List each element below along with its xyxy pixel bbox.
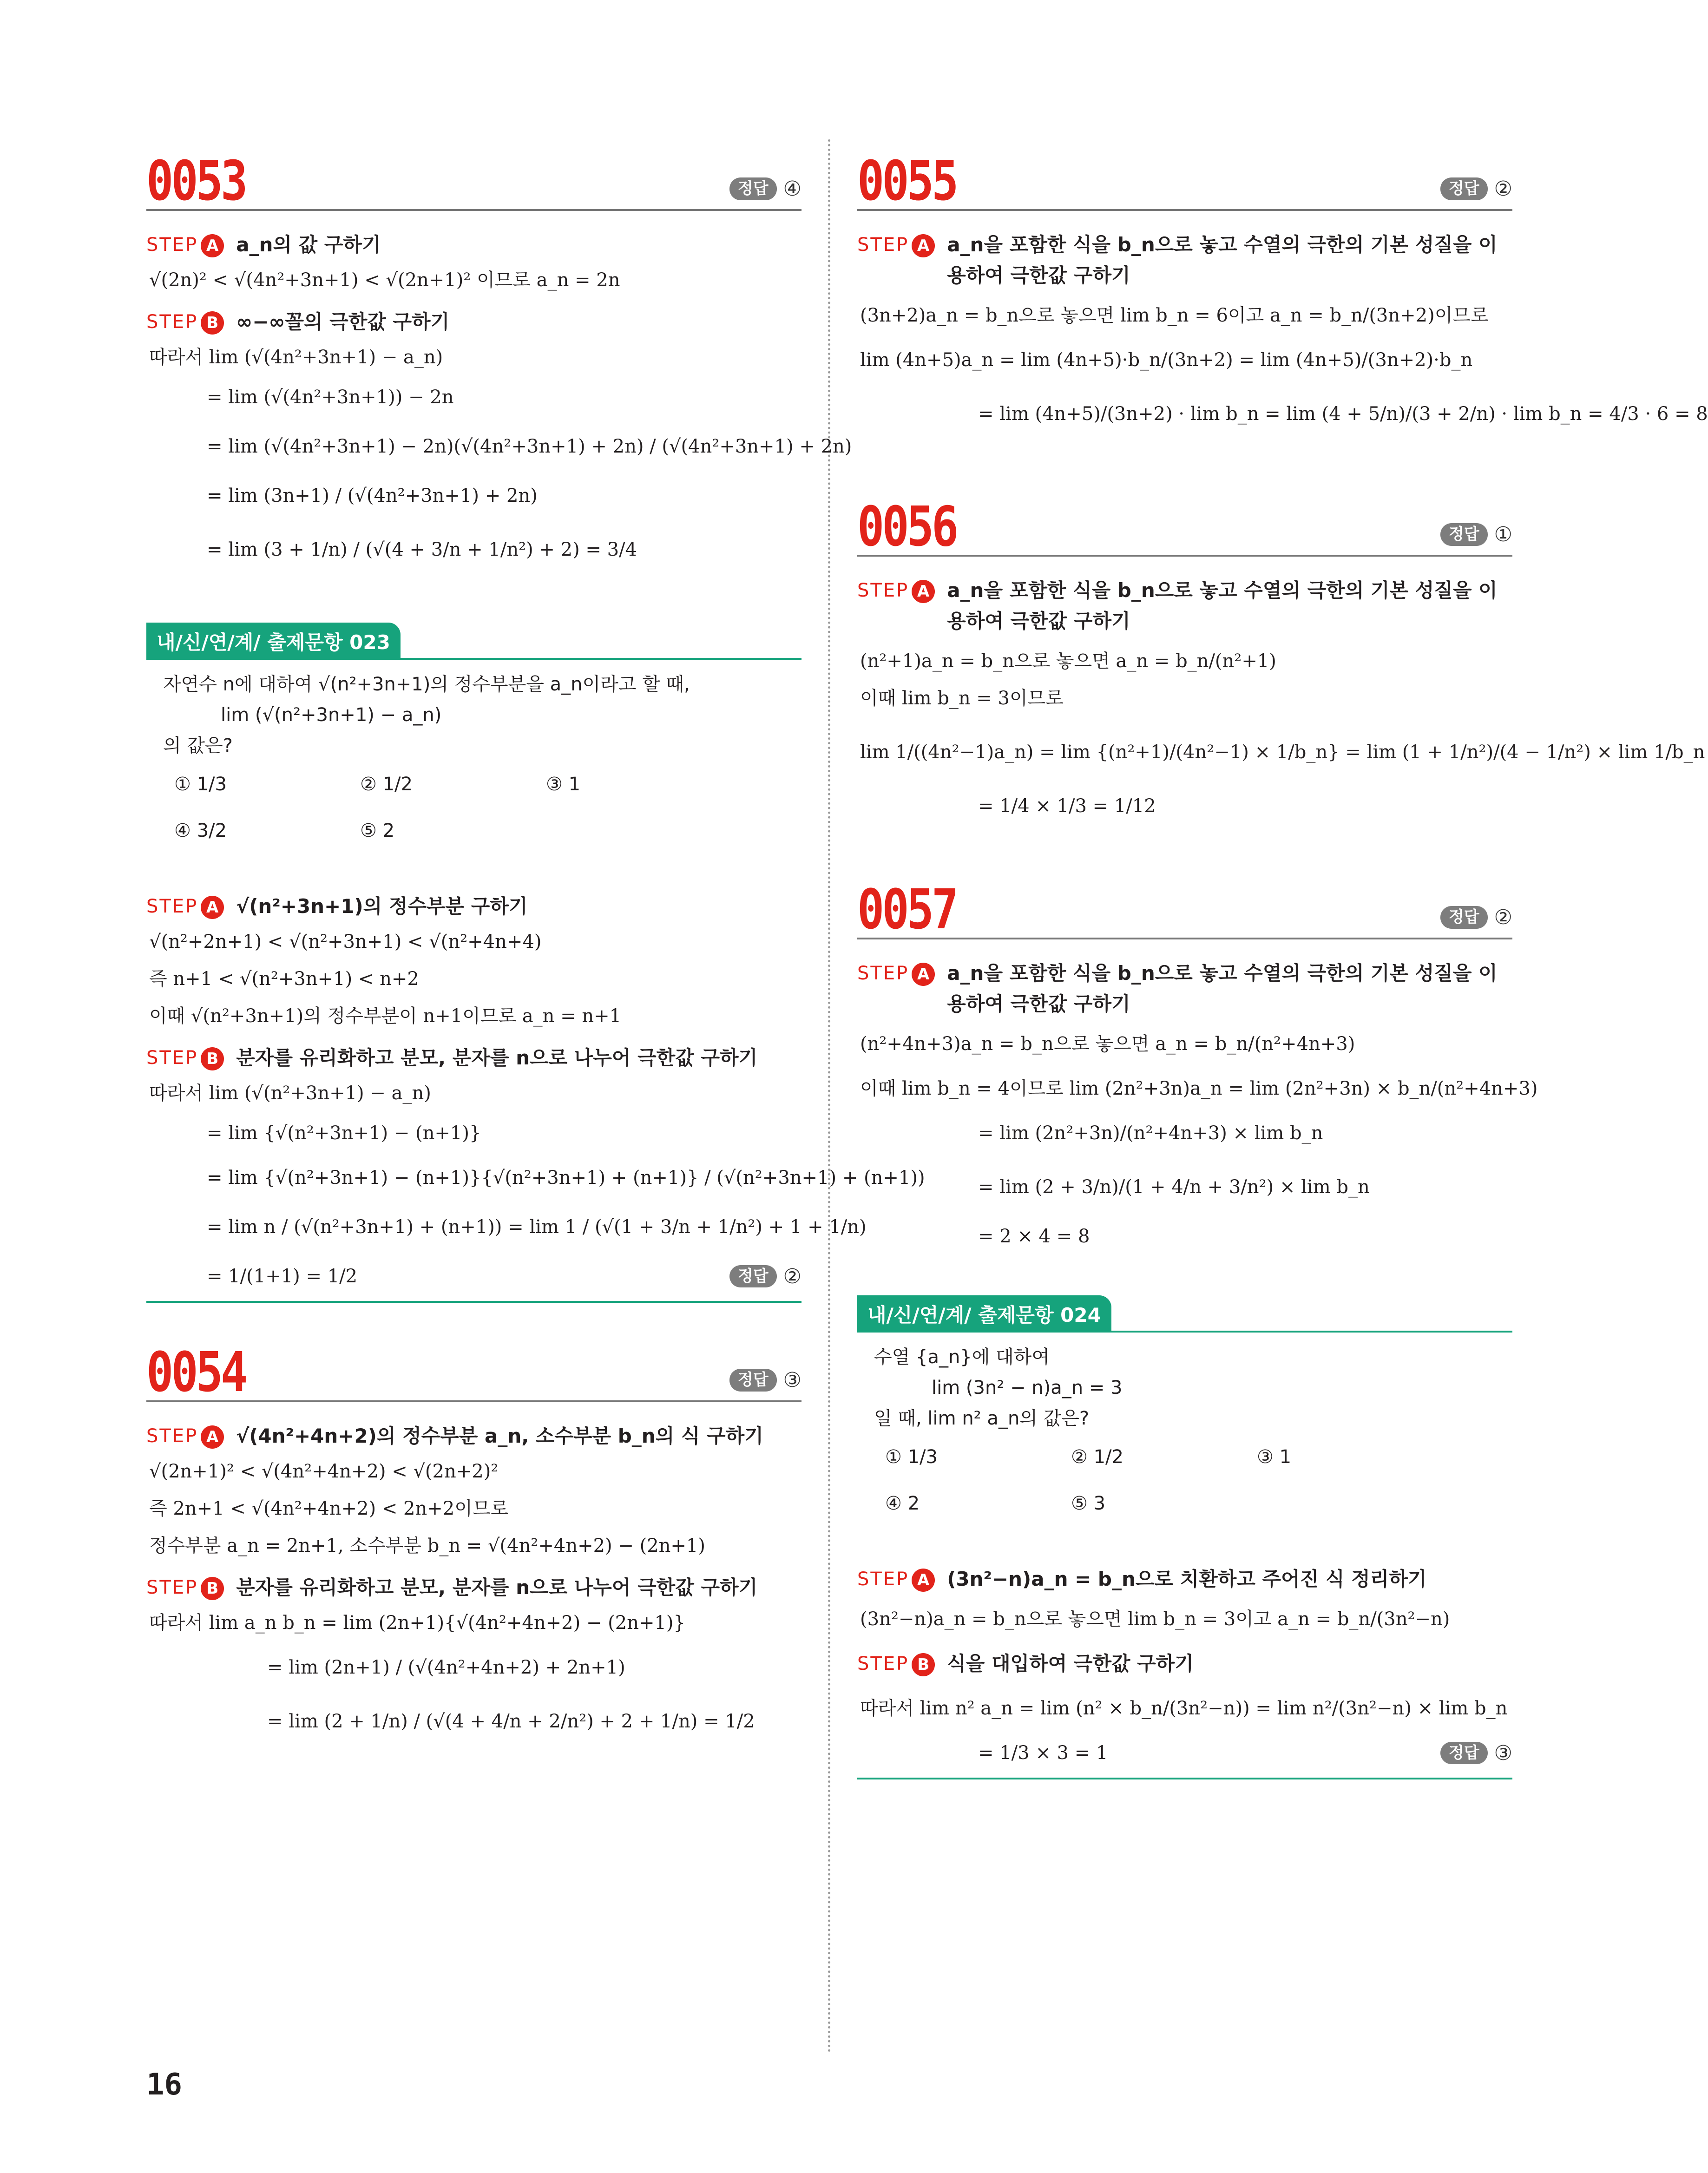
question-formula: lim (3n² − n)a_n = 3 xyxy=(932,1377,1123,1398)
solution-line: lim 1/((4n²−1)a_n) = lim {(n²+1)/(4n²−1) × 1/b_n} = lim (1 + 1/n²)/(4 − 1/n²) × lim 1/b_n xyxy=(860,742,1705,763)
question-line: 수열 {a_n}에 대하여 xyxy=(874,1346,1050,1368)
answer-badge: 정답 xyxy=(1440,1742,1488,1765)
problem-number: 0057 xyxy=(857,877,957,941)
choice-1: ① 1/3 xyxy=(174,774,227,795)
step-a xyxy=(857,1564,1512,1595)
answer-badge: 정답 xyxy=(729,1369,777,1392)
step-title: √(4n²+4n+2)의 정수부분 a_n, 소수부분 b_n의 식 구하기 xyxy=(236,1425,763,1447)
choice-5: ⑤ 2 xyxy=(360,820,395,841)
solution-line: = lim {√(n²+3n+1) − (n+1)}{√(n²+3n+1) + (n+1)} / (√(n²+3n+1) + (n+1)) xyxy=(207,1167,925,1188)
step-label: STEP A xyxy=(857,1564,935,1595)
problem-number: 0055 xyxy=(857,149,957,213)
solution-line: = lim (√(4n²+3n+1)) − 2n xyxy=(207,387,454,408)
solution-line: = lim {√(n²+3n+1) − (n+1)} xyxy=(207,1123,481,1144)
problem-header xyxy=(146,139,801,211)
step-title: a_n의 값 구하기 xyxy=(236,233,381,256)
solution-line: = lim (2n²+3n)/(n²+4n+3) × lim b_n xyxy=(978,1123,1323,1144)
solution-line: 따라서 lim a_n b_n = lim (2n+1){√(4n²+4n+2) − (2n+1)} xyxy=(149,1612,685,1634)
answer-box xyxy=(146,1261,801,1292)
answer-box xyxy=(857,1738,1512,1768)
step-a xyxy=(857,230,1512,291)
naesin-question xyxy=(146,660,801,863)
answer-value: ① xyxy=(1494,523,1512,546)
solution-line: = lim (√(4n²+3n+1) − 2n)(√(4n²+3n+1) + 2n) / (√(4n²+3n+1) + 2n) xyxy=(207,436,852,457)
solution-line: 따라서 lim (√(n²+3n+1) − a_n) xyxy=(149,1083,431,1104)
solution-line: 즉 2n+1 < √(4n²+4n+2) < 2n+2이므로 xyxy=(149,1498,509,1519)
step-title: a_n을 포함한 식을 b_n으로 놓고 수열의 극한의 기본 성질을 이용하여 극한값 구하기 xyxy=(947,579,1498,632)
answer-value: ② xyxy=(1494,177,1512,201)
answer-box xyxy=(1440,177,1512,201)
right-column xyxy=(857,139,1708,1779)
problem-header xyxy=(146,1331,801,1402)
choice-2: ② 1/2 xyxy=(360,774,413,795)
solution-line: = 2 × 4 = 8 xyxy=(978,1226,1090,1247)
step-label: STEP A xyxy=(857,575,935,606)
problem-header xyxy=(857,868,1512,939)
answer-box xyxy=(1440,523,1512,546)
problem-0056 xyxy=(857,485,1705,821)
step-title: ∞−∞꼴의 극한값 구하기 xyxy=(236,310,450,333)
solution-line: √(n²+2n+1) < √(n²+3n+1) < √(n²+4n+4) xyxy=(149,931,542,952)
step-title: a_n을 포함한 식을 b_n으로 놓고 수열의 극한의 기본 성질을 이용하여 극한값 구하기 xyxy=(947,962,1498,1015)
answer-value: ④ xyxy=(783,177,801,201)
choice-list xyxy=(160,761,788,854)
solution-line: (3n²−n)a_n = b_n으로 놓으면 lim b_n = 3이고 a_n = b_n/(3n²−n) xyxy=(860,1608,1450,1630)
question-line: 자연수 n에 대하여 √(n²+3n+1)의 정수부분을 a_n이라고 할 때, xyxy=(163,674,690,695)
solution-line: (n²+1)a_n = b_n으로 놓으면 a_n = b_n/(n²+1) xyxy=(860,650,1276,672)
answer-badge: 정답 xyxy=(1440,906,1488,929)
step-label: STEP B xyxy=(146,1043,224,1073)
solution-line: 정수부분 a_n = 2n+1, 소수부분 b_n = √(4n²+4n+2) − (2n+1) xyxy=(149,1535,705,1556)
problem-0054 xyxy=(146,1331,801,1737)
question-formula: lim (√(n²+3n+1) − a_n) xyxy=(221,704,442,726)
step-title: (3n²−n)a_n = b_n으로 치환하고 주어진 식 정리하기 xyxy=(947,1568,1427,1590)
problem-0057 xyxy=(857,868,1538,1252)
answer-box xyxy=(729,177,801,201)
naesin-bar xyxy=(146,616,801,660)
solution-line: = lim (3 + 1/n) / (√(4 + 3/n + 1/n²) + 2) = 3/4 xyxy=(207,539,637,560)
section-rule xyxy=(857,1778,1512,1779)
question-line: 의 값은? xyxy=(163,735,233,756)
step-title: 분자를 유리화하고 분모, 분자를 n으로 나누어 극한값 구하기 xyxy=(236,1576,758,1599)
naesin-bar xyxy=(857,1289,1512,1333)
choice-3: ③ 1 xyxy=(1257,1446,1292,1468)
naesin-024 xyxy=(857,1289,1512,1779)
solution-line: lim (4n+5)a_n = lim (4n+5)·b_n/(3n+2) = lim (4n+5)/(3n+2)·b_n xyxy=(860,349,1473,371)
problem-number: 0053 xyxy=(146,149,246,213)
step-label: STEP A xyxy=(146,230,224,260)
step-label: STEP B xyxy=(857,1648,935,1679)
answer-badge: 정답 xyxy=(729,177,777,200)
solution-line: 즉 n+1 < √(n²+3n+1) < n+2 xyxy=(149,968,419,990)
choice-5: ⑤ 3 xyxy=(1071,1493,1106,1514)
answer-badge: 정답 xyxy=(729,1265,777,1288)
problem-number: 0054 xyxy=(146,1340,246,1404)
solution-line: = 1/(1+1) = 1/2 xyxy=(207,1266,358,1287)
answer-box xyxy=(1440,906,1512,929)
answer-value: ③ xyxy=(1494,1741,1512,1765)
choice-4: ④ 3/2 xyxy=(174,820,227,841)
solution-line: = lim (2 + 3/n)/(1 + 4/n + 3/n²) × lim b_n xyxy=(978,1176,1370,1198)
choice-4: ④ 2 xyxy=(885,1493,920,1514)
step-title: a_n을 포함한 식을 b_n으로 놓고 수열의 극한의 기본 성질을 이용하여 극한값 구하기 xyxy=(947,233,1498,287)
naesin-question xyxy=(857,1333,1512,1536)
solution-line: (n²+4n+3)a_n = b_n으로 놓으면 a_n = b_n/(n²+4n+3) xyxy=(860,1033,1355,1055)
problem-number: 0056 xyxy=(857,494,957,558)
question-line: 일 때, lim n² a_n의 값은? xyxy=(874,1408,1090,1429)
answer-badge: 정답 xyxy=(1440,177,1488,200)
problem-header xyxy=(857,139,1512,211)
choice-2: ② 1/2 xyxy=(1071,1446,1123,1468)
section-rule xyxy=(146,1301,801,1303)
choice-1: ① 1/3 xyxy=(885,1446,938,1468)
answer-value: ② xyxy=(1494,906,1512,929)
solution-line: = 1/4 × 1/3 = 1/12 xyxy=(978,795,1156,817)
answer-value: ③ xyxy=(783,1368,801,1392)
solution-line: 따라서 lim n² a_n = lim (n² × b_n/(3n²−n)) = lim n²/(3n²−n) × lim b_n xyxy=(860,1698,1508,1719)
solution-line: √(2n)² < √(4n²+3n+1) < √(2n+1)² 이므로 a_n = 2n xyxy=(149,269,620,291)
answer-badge: 정답 xyxy=(1440,523,1488,546)
step-label: STEP A xyxy=(146,891,224,922)
solution-line: = lim (3n+1) / (√(4n²+3n+1) + 2n) xyxy=(207,485,538,506)
naesin-tag: 내/신/연/계/ 출제문항 023 xyxy=(146,623,401,660)
step-label: STEP A xyxy=(857,230,935,260)
problem-0053 xyxy=(146,139,852,565)
step-a xyxy=(146,891,801,922)
answer-value: ② xyxy=(783,1264,801,1288)
solution-line: = 1/3 × 3 = 1 xyxy=(978,1742,1108,1764)
solution-line: 이때 lim b_n = 4이므로 lim (2n²+3n)a_n = lim (2n²+3n) × b_n/(n²+4n+3) xyxy=(860,1078,1538,1099)
step-a xyxy=(146,1421,801,1451)
solution-line: (3n+2)a_n = b_n으로 놓으면 lim b_n = 6이고 a_n = b_n/(3n+2)이므로 xyxy=(860,305,1489,326)
page-number: 16 xyxy=(146,2068,183,2102)
step-a xyxy=(857,958,1512,1019)
step-title: 분자를 유리화하고 분모, 분자를 n으로 나누어 극한값 구하기 xyxy=(236,1046,758,1069)
step-label: STEP A xyxy=(857,958,935,989)
step-b xyxy=(857,1648,1512,1679)
step-b xyxy=(146,307,801,337)
problem-header xyxy=(857,485,1512,557)
naesin-tag: 내/신/연/계/ 출제문항 024 xyxy=(857,1295,1111,1333)
solution-line: 이때 √(n²+3n+1)의 정수부분이 n+1이므로 a_n = n+1 xyxy=(149,1005,622,1027)
choice-3: ③ 1 xyxy=(546,774,581,795)
choice-list xyxy=(871,1434,1498,1527)
step-title: 식을 대입하여 극한값 구하기 xyxy=(947,1652,1194,1675)
solution-line: = lim (4n+5)/(3n+2) · lim b_n = lim (4 + 5/n)/(3 + 2/n) · lim b_n = 4/3 · 6 = 8 xyxy=(978,403,1708,425)
step-a xyxy=(146,230,801,260)
solution-line: 따라서 lim (√(4n²+3n+1) − a_n) xyxy=(149,347,443,368)
column-divider xyxy=(828,139,830,2054)
problem-0055 xyxy=(857,139,1708,429)
solution-line: 이때 lim b_n = 3이므로 xyxy=(860,688,1064,709)
solution-line: = lim (2n+1) / (√(4n²+4n+2) + 2n+1) xyxy=(267,1657,625,1678)
step-label: STEP A xyxy=(146,1421,224,1451)
solution-line: = lim n / (√(n²+3n+1) + (n+1)) = lim 1 / (√(1 + 3/n + 1/n²) + 1 + 1/n) xyxy=(207,1216,867,1238)
step-a xyxy=(857,575,1512,637)
step-title: √(n²+3n+1)의 정수부분 구하기 xyxy=(236,895,528,918)
step-label: STEP B xyxy=(146,307,224,337)
solution-line: = lim (2 + 1/n) / (√(4 + 4/n + 2/n²) + 2 + 1/n) = 1/2 xyxy=(267,1711,755,1732)
step-b xyxy=(146,1043,801,1073)
solution-line: √(2n+1)² < √(4n²+4n+2) < √(2n+2)² xyxy=(149,1461,499,1482)
answer-box xyxy=(729,1368,801,1392)
step-label: STEP B xyxy=(146,1572,224,1603)
step-b xyxy=(146,1572,801,1603)
